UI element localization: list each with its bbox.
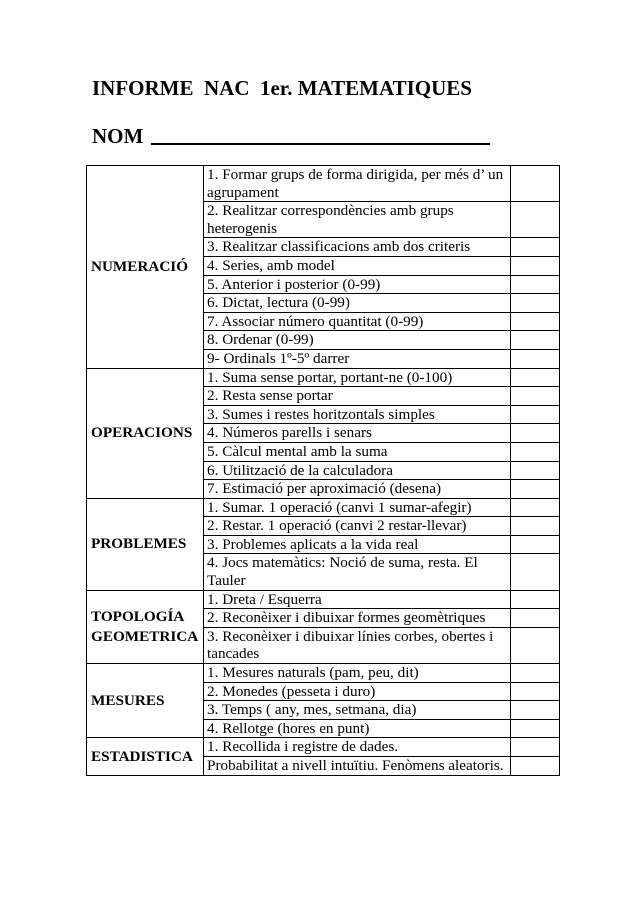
evaluation-cell[interactable] [511, 627, 560, 663]
evaluation-cell[interactable] [511, 701, 560, 720]
skill-item: 2. Realitzar correspondències amb grups heterogenis [204, 202, 511, 238]
evaluation-cell[interactable] [511, 682, 560, 701]
category-label: PROBLEMES [91, 535, 187, 553]
skill-item: 3. Realitzar classificacions amb dos criteris [204, 238, 511, 257]
evaluation-cell[interactable] [511, 424, 560, 443]
skill-item: 3. Problemes aplicats a la vida real [204, 535, 511, 554]
evaluation-cell[interactable] [511, 275, 560, 294]
evaluation-cell[interactable] [511, 387, 560, 406]
evaluation-cell[interactable] [511, 498, 560, 517]
skill-item: 5. Anterior i posterior (0-99) [204, 275, 511, 294]
evaluation-cell[interactable] [511, 517, 560, 536]
table-row [87, 368, 560, 387]
evaluation-cell[interactable] [511, 294, 560, 313]
category-label-line-1: TOPOLOGÍA [91, 607, 185, 625]
skill-item: 9- Ordinals 1º-5º darrer [204, 349, 511, 368]
evaluation-cell[interactable] [511, 590, 560, 609]
evaluation-cell[interactable] [511, 719, 560, 738]
evaluation-cell[interactable] [511, 312, 560, 331]
skill-item: 1. Mesures naturals (pam, peu, dit) [204, 664, 511, 683]
skills-table [86, 165, 560, 776]
skill-item: 1. Recollida i registre de dades. [204, 738, 511, 757]
skill-item: 5. Càlcul mental amb la suma [204, 442, 511, 461]
skill-item: 3. Temps ( any, mes, setmana, dia) [204, 701, 511, 720]
category-label: MESURES [91, 691, 165, 709]
evaluation-cell[interactable] [511, 480, 560, 499]
category-cell [87, 166, 204, 369]
table-row [87, 664, 560, 683]
skill-item: 4. Jocs matemàtics: Noció de suma, resta. El Tauler [204, 554, 511, 590]
evaluation-cell[interactable] [511, 238, 560, 257]
category-label: ESTADISTICA [91, 747, 193, 765]
evaluation-cell[interactable] [511, 664, 560, 683]
skill-item: 7. Estimació per aproximació (desena) [204, 480, 511, 499]
table-row [87, 498, 560, 517]
category-label: NUMERACIÓ [91, 257, 189, 275]
skill-item: 2. Restar. 1 operació (canvi 2 restar-llevar) [204, 517, 511, 536]
skill-item: 2. Monedes (pesseta i duro) [204, 682, 511, 701]
evaluation-cell[interactable] [511, 535, 560, 554]
skill-item: 7. Associar número quantitat (0-99) [204, 312, 511, 331]
skill-item: 4. Rellotge (hores en punt) [204, 719, 511, 738]
skill-item: 1. Sumar. 1 operació (canvi 1 sumar-afegir) [204, 498, 511, 517]
skill-item: 4. Series, amb model [204, 256, 511, 275]
skill-item: 2. Reconèixer i dibuixar formes geomètriques [204, 609, 511, 628]
name-label: NOM [92, 124, 144, 148]
skill-item: Probabilitat a nivell intuïtiu. Fenòmens aleatoris. [204, 757, 511, 776]
evaluation-cell[interactable] [511, 461, 560, 480]
skill-item: 3. Reconèixer i dibuixar línies corbes, obertes i tancades [204, 627, 511, 663]
table-row [87, 738, 560, 757]
skill-item: 8. Ordenar (0-99) [204, 331, 511, 350]
skill-item: 1. Dreta / Esquerra [204, 590, 511, 609]
category-label: OPERACIONS [91, 424, 193, 442]
category-cell [87, 590, 204, 663]
report-title: INFORME NAC 1er. MATEMATIQUES [92, 76, 472, 100]
evaluation-cell[interactable] [511, 202, 560, 238]
evaluation-cell[interactable] [511, 349, 560, 368]
category-cell [87, 498, 204, 590]
skill-item: 2. Resta sense portar [204, 387, 511, 406]
skill-item: 1. Formar grups de forma dirigida, per més d’ un agrupament [204, 166, 511, 202]
name-write-line [151, 123, 490, 145]
category-cell [87, 368, 204, 498]
category-cell [87, 738, 204, 775]
skill-item: 3. Sumes i restes horitzontals simples [204, 405, 511, 424]
evaluation-cell[interactable] [511, 554, 560, 590]
evaluation-cell[interactable] [511, 166, 560, 202]
evaluation-cell[interactable] [511, 609, 560, 628]
evaluation-cell[interactable] [511, 757, 560, 776]
table-row [87, 166, 560, 202]
evaluation-cell[interactable] [511, 738, 560, 757]
skill-item: 1. Suma sense portar, portant-ne (0-100) [204, 368, 511, 387]
skill-item: 4. Números parells i senars [204, 424, 511, 443]
name-row [92, 122, 490, 150]
category-label-line-2: GEOMETRICA [91, 627, 199, 645]
table-row [87, 590, 560, 609]
skill-item: 6. Dictat, lectura (0-99) [204, 294, 511, 313]
evaluation-cell[interactable] [511, 442, 560, 461]
evaluation-cell[interactable] [511, 256, 560, 275]
skill-item: 6. Utilització de la calculadora [204, 461, 511, 480]
category-cell [87, 664, 204, 738]
evaluation-cell[interactable] [511, 331, 560, 350]
evaluation-cell[interactable] [511, 368, 560, 387]
evaluation-cell[interactable] [511, 405, 560, 424]
